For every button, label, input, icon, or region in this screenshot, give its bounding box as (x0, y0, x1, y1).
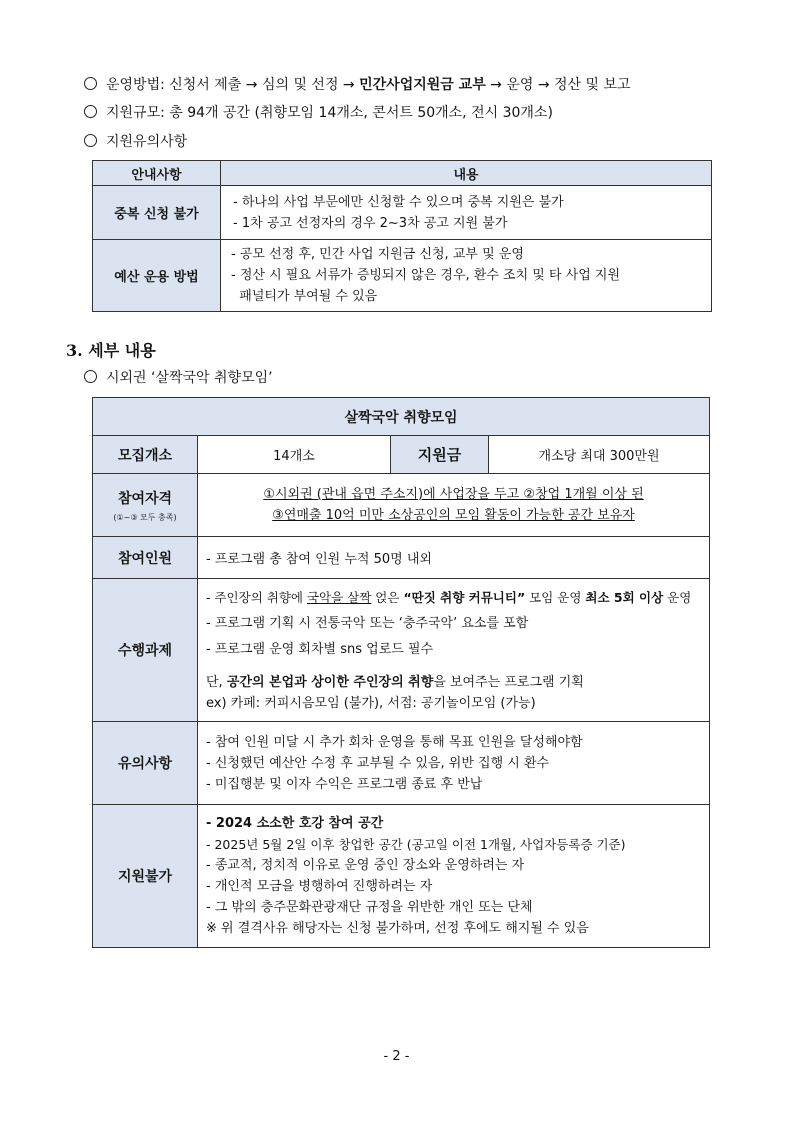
qualification-content: ①시외권 (관내 읍면 주소지)에 사업장을 두고 ②창업 1개월 이상 된 ③연매출 10억 미만 소상공인의 모임 활동이 가능한 공간 보유자 (198, 474, 710, 537)
fund-label: 지원금 (391, 436, 489, 474)
notes-row-label: 예산 운용 방법 (93, 240, 221, 312)
qualification-sublabel: (①~③ 모두 충족) (113, 512, 177, 522)
support-notes-table (92, 160, 712, 312)
tasks-label: 수행과제 (93, 579, 198, 722)
support-scale-line: 지원규모: 총 94개 공간 (취향모임 14개소, 콘서트 50개소, 전시 30개소) (84, 102, 553, 122)
qualification-label: 참여자격 (①~③ 모두 충족) (93, 474, 198, 537)
circle-bullet-icon (84, 370, 97, 383)
notes-header-guide: 안내사항 (93, 161, 221, 186)
program-detail-table (92, 397, 710, 948)
section-subheading: 시외권 ‘살짝국악 취향모임’ (84, 367, 273, 387)
section-heading: 3. 세부 내용 (66, 341, 156, 360)
participants-label: 참여인원 (93, 537, 198, 579)
page-number: - 2 - (383, 1049, 410, 1064)
caution-content: - 참여 인원 미달 시 추가 회차 운영을 통해 목표 인원을 달성해야함 - 신청했던 예산안 수정 후 교부될 수 있음, 위반 집행 시 환수 - 미집행분 및 이자 수익은 프로그램 종료 후 반납 (198, 722, 710, 805)
fund-value: 개소당 최대 300만원 (489, 436, 710, 474)
circle-bullet-icon (84, 105, 97, 118)
ineligible-label: 지원불가 (93, 805, 198, 948)
circle-bullet-icon (84, 134, 97, 147)
ineligible-content: - 2024 소소한 호강 참여 공간 - 2025년 5월 2일 이후 창업한 공간 (공고일 이전 1개월, 사업자등록증 기준) - 종교적, 정치적 이유로 운영 중인 장소와 운영하려는 자 - 개인적 모금을 병행하여 진행하려는 자 - 그 밖의 충주문화관광재단 규정을 위반한 개인 또는 단체 ※ 위 결격사유 해당자는 신청 불가하며, 선정 후에도 해지될 수 있음 (198, 805, 710, 948)
recruit-value: 14개소 (198, 436, 391, 474)
support-notes-title: 지원유의사항 (84, 131, 187, 151)
recruit-label: 모집개소 (93, 436, 198, 474)
tasks-content: - 주인장의 취향에 국악을 살짝 얹은 “딴짓 취향 커뮤니티” 모임 운영 최소 5회 이상 운영 - 프로그램 기획 시 전통국악 또는 ‘충주국악’ 요소를 포함 - 프로그램 운영 회차별 sns 업로드 필수 단, 공간의 본업과 상이한 주인장의 취향을 보여주는 프로그램 기획 ex) 카페: 커피시음모임 (불가), 서점: 공기놀이모임 (가능) (198, 579, 710, 722)
operation-method-line: 운영방법: 신청서 제출 → 심의 및 선정 → 민간사업지원금 교부 → 운영 → 정산 및 보고 (84, 74, 631, 94)
notes-row-content: - 공모 선정 후, 민간 사업 지원금 신청, 교부 및 운영 - 정산 시 필요 서류가 증빙되지 않은 경우, 환수 조치 및 타 사업 지원 패널티가 부여될 수 있음 (221, 240, 712, 312)
caution-label: 유의사항 (93, 722, 198, 805)
participants-value: - 프로그램 총 참여 인원 누적 50명 내외 (198, 537, 710, 579)
notes-header-content: 내용 (221, 161, 712, 186)
circle-bullet-icon (84, 77, 97, 90)
notes-row-content: - 하나의 사업 부문에만 신청할 수 있으며 중복 지원은 불가 - 1차 공고 선정자의 경우 2~3차 공고 지원 불가 (221, 186, 712, 240)
program-title: 살짝국악 취향모임 (93, 398, 710, 436)
notes-row-label: 중복 신청 불가 (93, 186, 221, 240)
